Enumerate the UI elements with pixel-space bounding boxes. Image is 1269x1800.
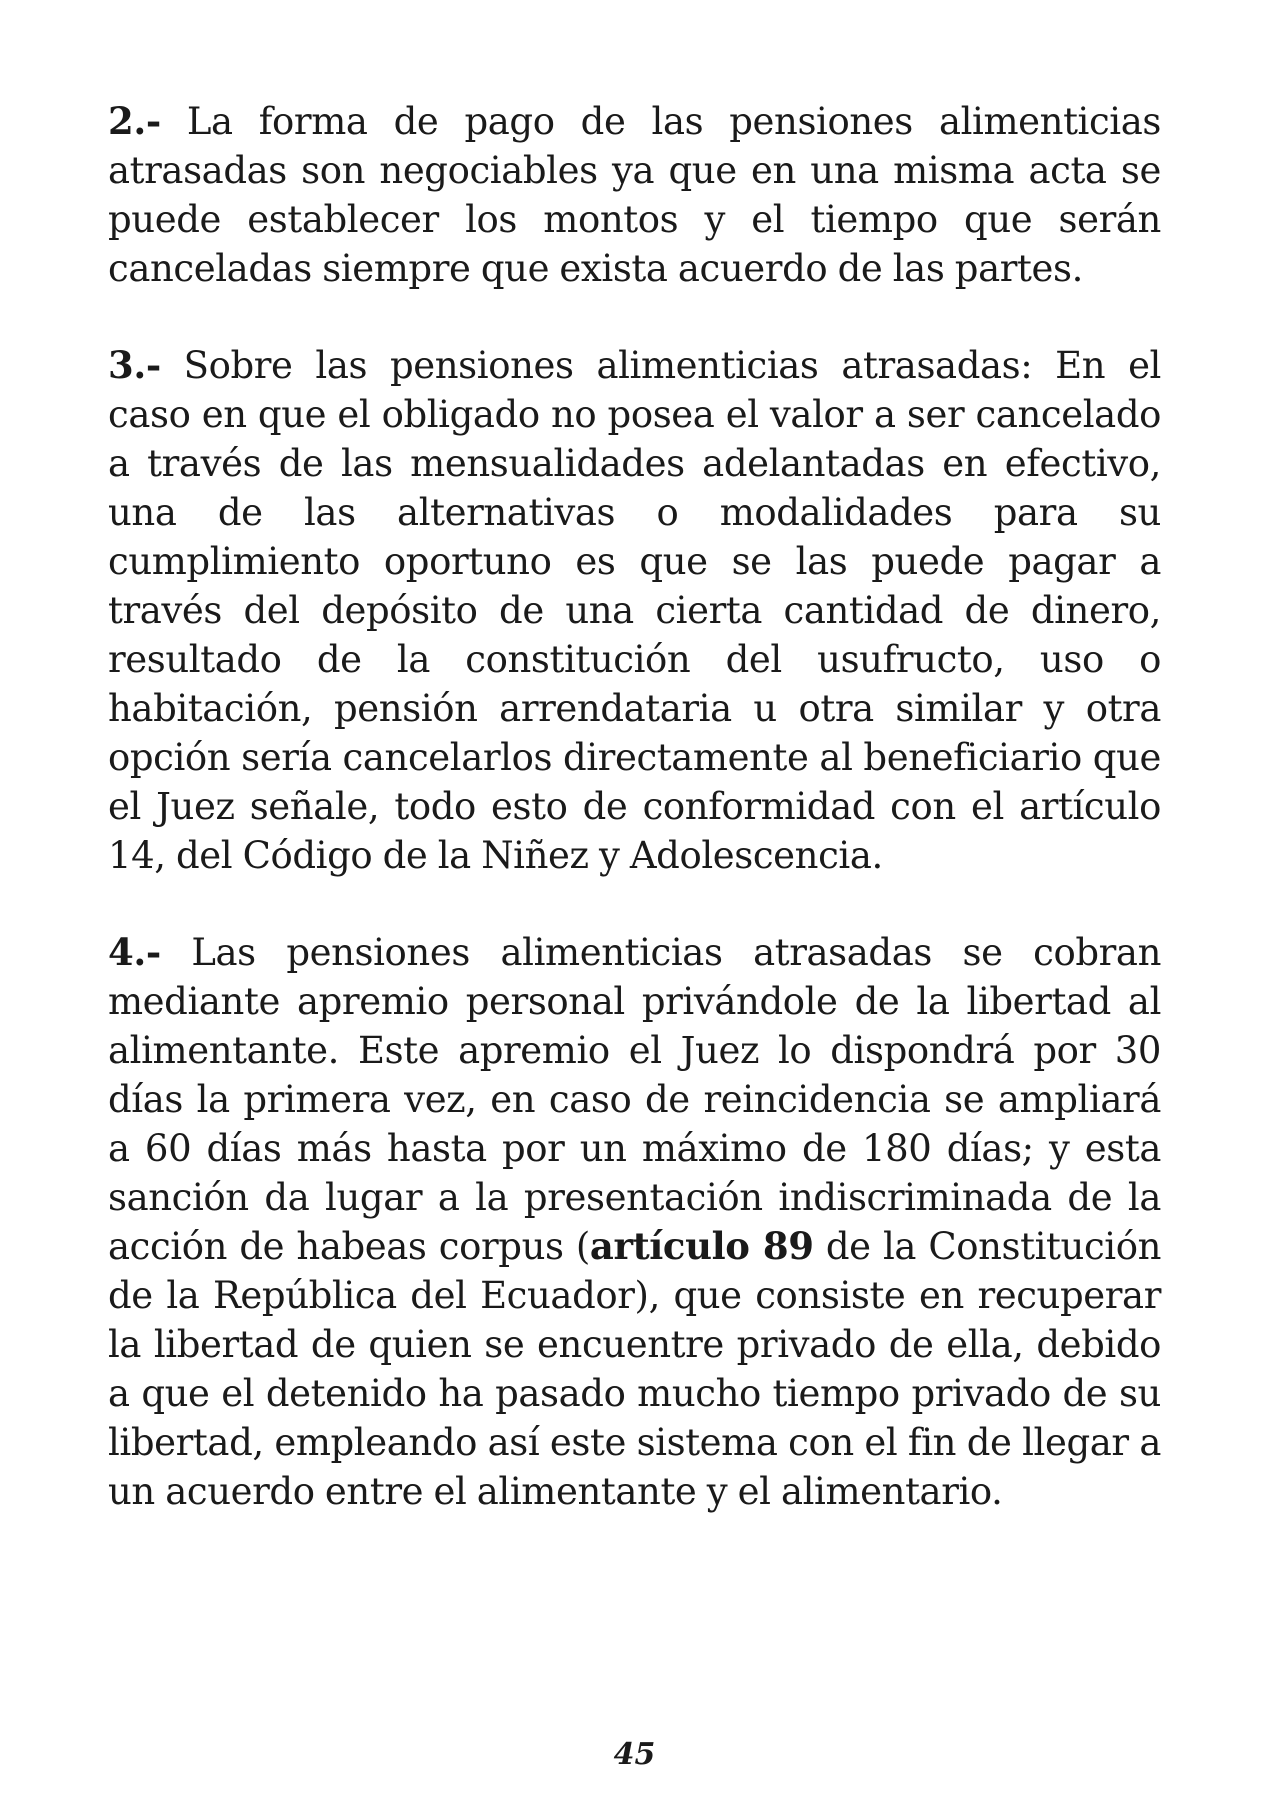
paragraph-4 bbox=[108, 928, 1161, 1516]
paragraph-3 bbox=[108, 341, 1161, 880]
page-number: 45 bbox=[613, 1737, 656, 1772]
paragraph-4-number: 4.- bbox=[108, 930, 161, 974]
paragraph-2 bbox=[108, 97, 1161, 293]
page-body bbox=[108, 97, 1161, 1564]
paragraph-4-text-after: de la Constitución de la República del Ecuador), que consiste en recuperar la libertad de quien se encuentre privado de ella, debido a que el detenido ha pasado mucho tiempo privado de su libertad, empleando así este sistema con el fin de llegar a un acuerdo entre el alimentante y el alimentario. bbox=[108, 1225, 1162, 1513]
paragraph-3-text: Sobre las pensiones alimenticias atrasadas: En el caso en que el obligado no posea el valor a ser cancelado a través de las mensualidades adelantadas en efectivo, una de las alternativas o modalidades para su cumplimiento oportuno es que se las puede pagar a través del depósito de una cierta cantidad de dinero, resultado de la constitución del usufructo, uso o habitación, pensión arrendataria u otra similar y otra opción sería cancelarlos directamente al beneficiario que el Juez señale, todo esto de conformidad con el artículo 14, del Código de la Niñez y Adolescencia. bbox=[108, 344, 1161, 877]
paragraph-2-number: 2.- bbox=[108, 99, 161, 143]
paragraph-4-text-before: Las pensiones alimenticias atrasadas se cobran mediante apremio personal privándole de la libertad al alimentante. Este apremio el Juez lo dispondrá por 30 días la primera vez, en caso de reincidencia se ampliará a 60 días más hasta por un máximo de 180 días; y esta sanción da lugar a la presentación indiscriminada de la acción de habeas corpus ( bbox=[108, 931, 1161, 1268]
article-reference: artículo 89 bbox=[589, 1224, 814, 1268]
paragraph-3-number: 3.- bbox=[108, 343, 161, 387]
paragraph-2-text: La forma de pago de las pensiones alimenticias atrasadas son negociables ya que en una misma acta se puede establecer los montos y el tiempo que serán canceladas siempre que exista acuerdo de las partes. bbox=[108, 100, 1161, 290]
